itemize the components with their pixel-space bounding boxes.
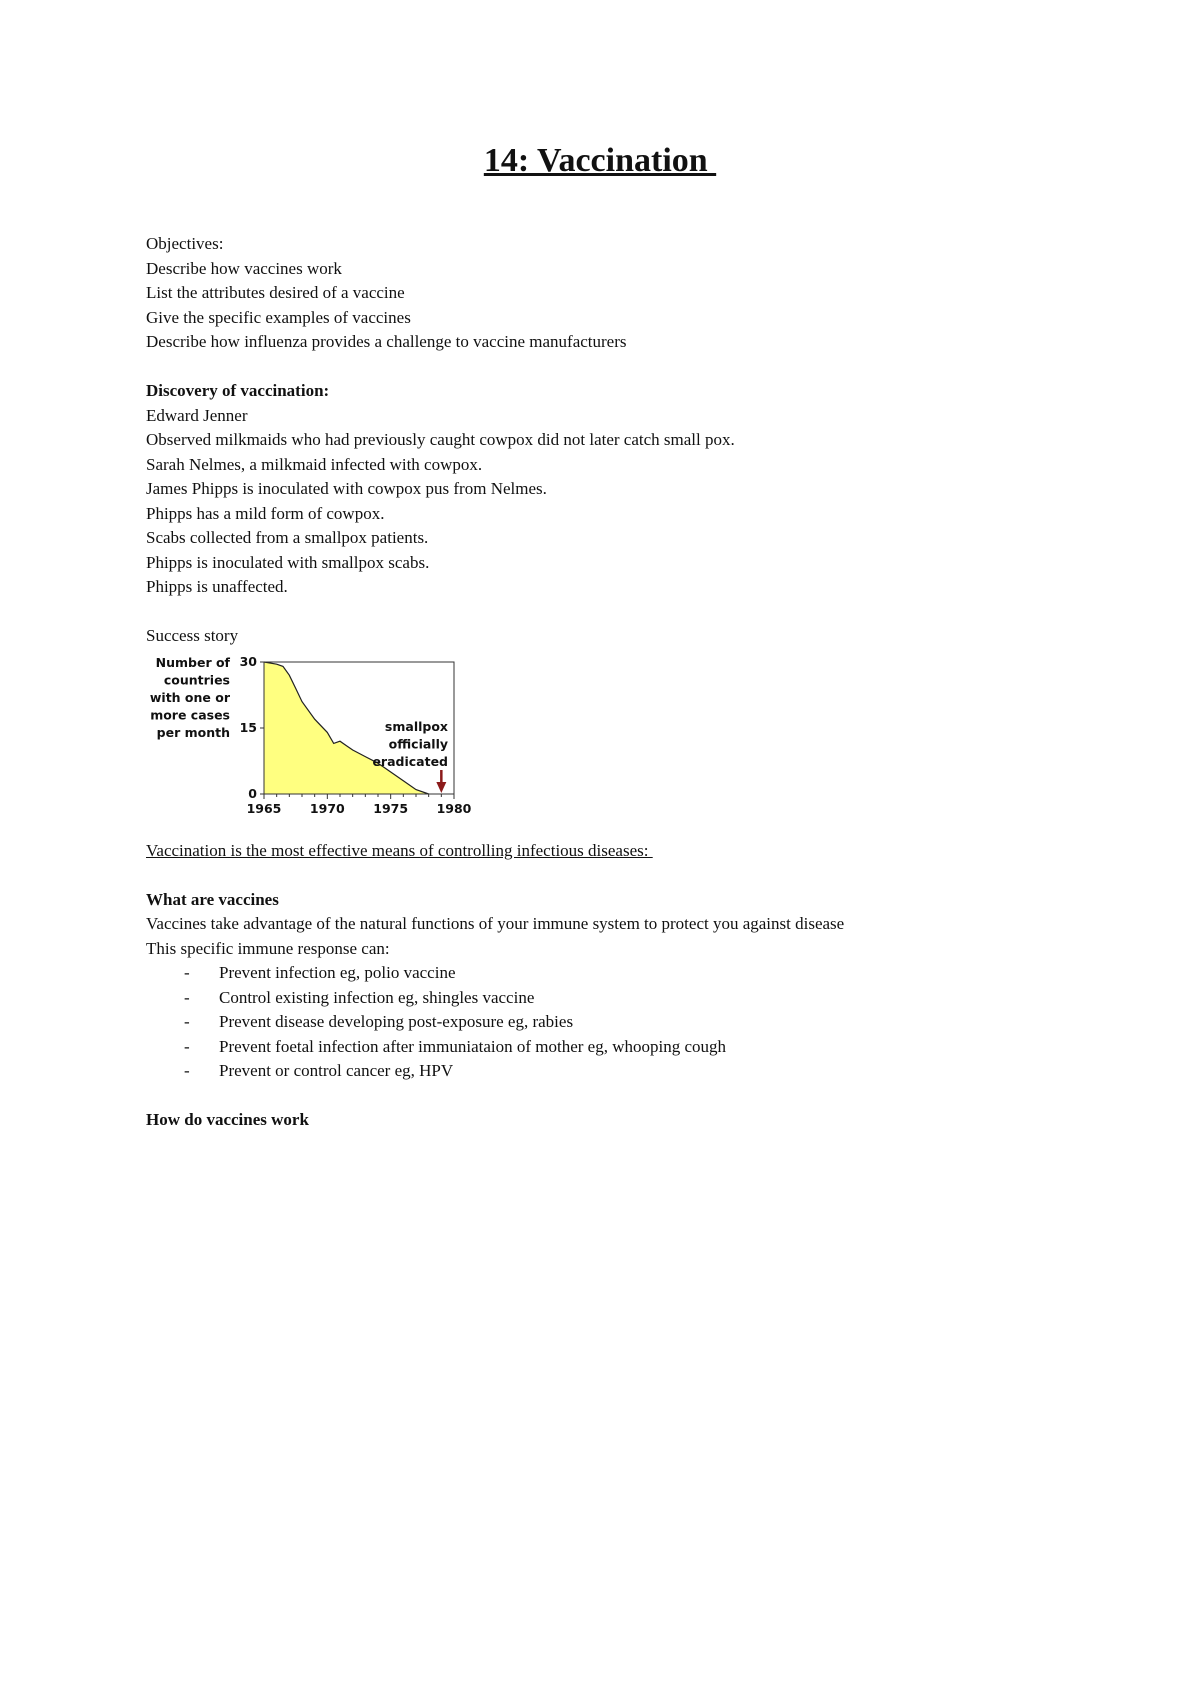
discovery-line: Phipps is unaffected. bbox=[146, 577, 288, 596]
discovery-line: Scabs collected from a smallpox patients. bbox=[146, 528, 429, 547]
bullet-dash: - bbox=[184, 1012, 190, 1031]
how-vaccines-work-heading: How do vaccines work bbox=[146, 1110, 309, 1129]
x-tick-label: 1965 bbox=[246, 800, 282, 816]
list-item bbox=[184, 961, 1106, 986]
immune-response-list bbox=[146, 961, 1106, 1084]
y-axis-label: countries bbox=[163, 672, 230, 687]
annotation-arrow-head bbox=[436, 782, 446, 793]
y-tick-label: 0 bbox=[248, 785, 257, 801]
list-item-text: Prevent or control cancer eg, HPV bbox=[219, 1061, 454, 1080]
list-item-text: Prevent foetal infection after immuniataion of mother eg, whooping cough bbox=[219, 1036, 727, 1056]
y-tick-label: 15 bbox=[239, 719, 257, 735]
objective-item: Describe how influenza provides a challenge to vaccine manufacturers bbox=[146, 332, 627, 351]
smallpox-chart bbox=[146, 651, 486, 821]
y-axis-label: per month bbox=[156, 724, 230, 740]
bullet-dash: - bbox=[184, 1061, 190, 1080]
annotation-label: officially bbox=[388, 736, 448, 751]
list-item bbox=[184, 1035, 1106, 1060]
discovery-line: Sarah Nelmes, a milkmaid infected with cowpox. bbox=[146, 454, 483, 474]
objectives-heading: Objectives: bbox=[146, 234, 224, 253]
what-are-vaccines-line: Vaccines take advantage of the natural functions of your immune system to protect you against disease bbox=[146, 914, 845, 933]
y-axis-label: Number of bbox=[155, 654, 230, 670]
list-item bbox=[184, 1010, 1106, 1035]
bullet-dash: - bbox=[184, 963, 190, 982]
page-title: 14: Vaccination bbox=[483, 142, 717, 179]
list-item-text: Prevent infection eg, polio vaccine bbox=[219, 963, 456, 982]
list-item bbox=[184, 986, 1106, 1011]
list-item bbox=[184, 1059, 1106, 1084]
document-body bbox=[146, 232, 1106, 1133]
x-tick-label: 1975 bbox=[373, 800, 409, 816]
x-tick-label: 1970 bbox=[309, 800, 345, 816]
discovery-line: Phipps has a mild form of cowpox. bbox=[146, 503, 385, 523]
bullet-dash: - bbox=[184, 1036, 190, 1056]
bullet-dash: - bbox=[184, 987, 190, 1007]
x-tick-label: 1980 bbox=[436, 800, 472, 816]
discovery-line: Observed milkmaids who had previously caught cowpox did not later catch small pox. bbox=[146, 430, 735, 449]
discovery-heading: Discovery of vaccination: bbox=[146, 381, 330, 400]
discovery-line: James Phipps is inoculated with cowpox pus from Nelmes. bbox=[146, 479, 547, 498]
effective-statement: Vaccination is the most effective means of controlling infectious diseases: bbox=[146, 840, 653, 860]
what-are-vaccines-heading: What are vaccines bbox=[146, 889, 279, 909]
y-axis-label: more cases bbox=[150, 707, 230, 722]
list-item-text: Control existing infection eg, shingles vaccine bbox=[219, 987, 535, 1007]
objective-item: List the attributes desired of a vaccine bbox=[146, 283, 405, 302]
y-tick-label: 30 bbox=[239, 653, 257, 669]
y-axis-label: with one or bbox=[149, 689, 230, 705]
what-are-vaccines-line: This specific immune response can: bbox=[146, 938, 390, 958]
discovery-line: Phipps is inoculated with smallpox scabs. bbox=[146, 552, 430, 572]
objective-item: Describe how vaccines work bbox=[146, 258, 342, 278]
annotation-label: smallpox bbox=[384, 718, 448, 734]
annotation-label: eradicated bbox=[372, 753, 448, 769]
discovery-line: Edward Jenner bbox=[146, 405, 248, 425]
objective-item: Give the specific examples of vaccines bbox=[146, 307, 411, 327]
success-story-label: Success story bbox=[146, 626, 239, 645]
list-item-text: Prevent disease developing post-exposure eg, rabies bbox=[219, 1012, 574, 1031]
